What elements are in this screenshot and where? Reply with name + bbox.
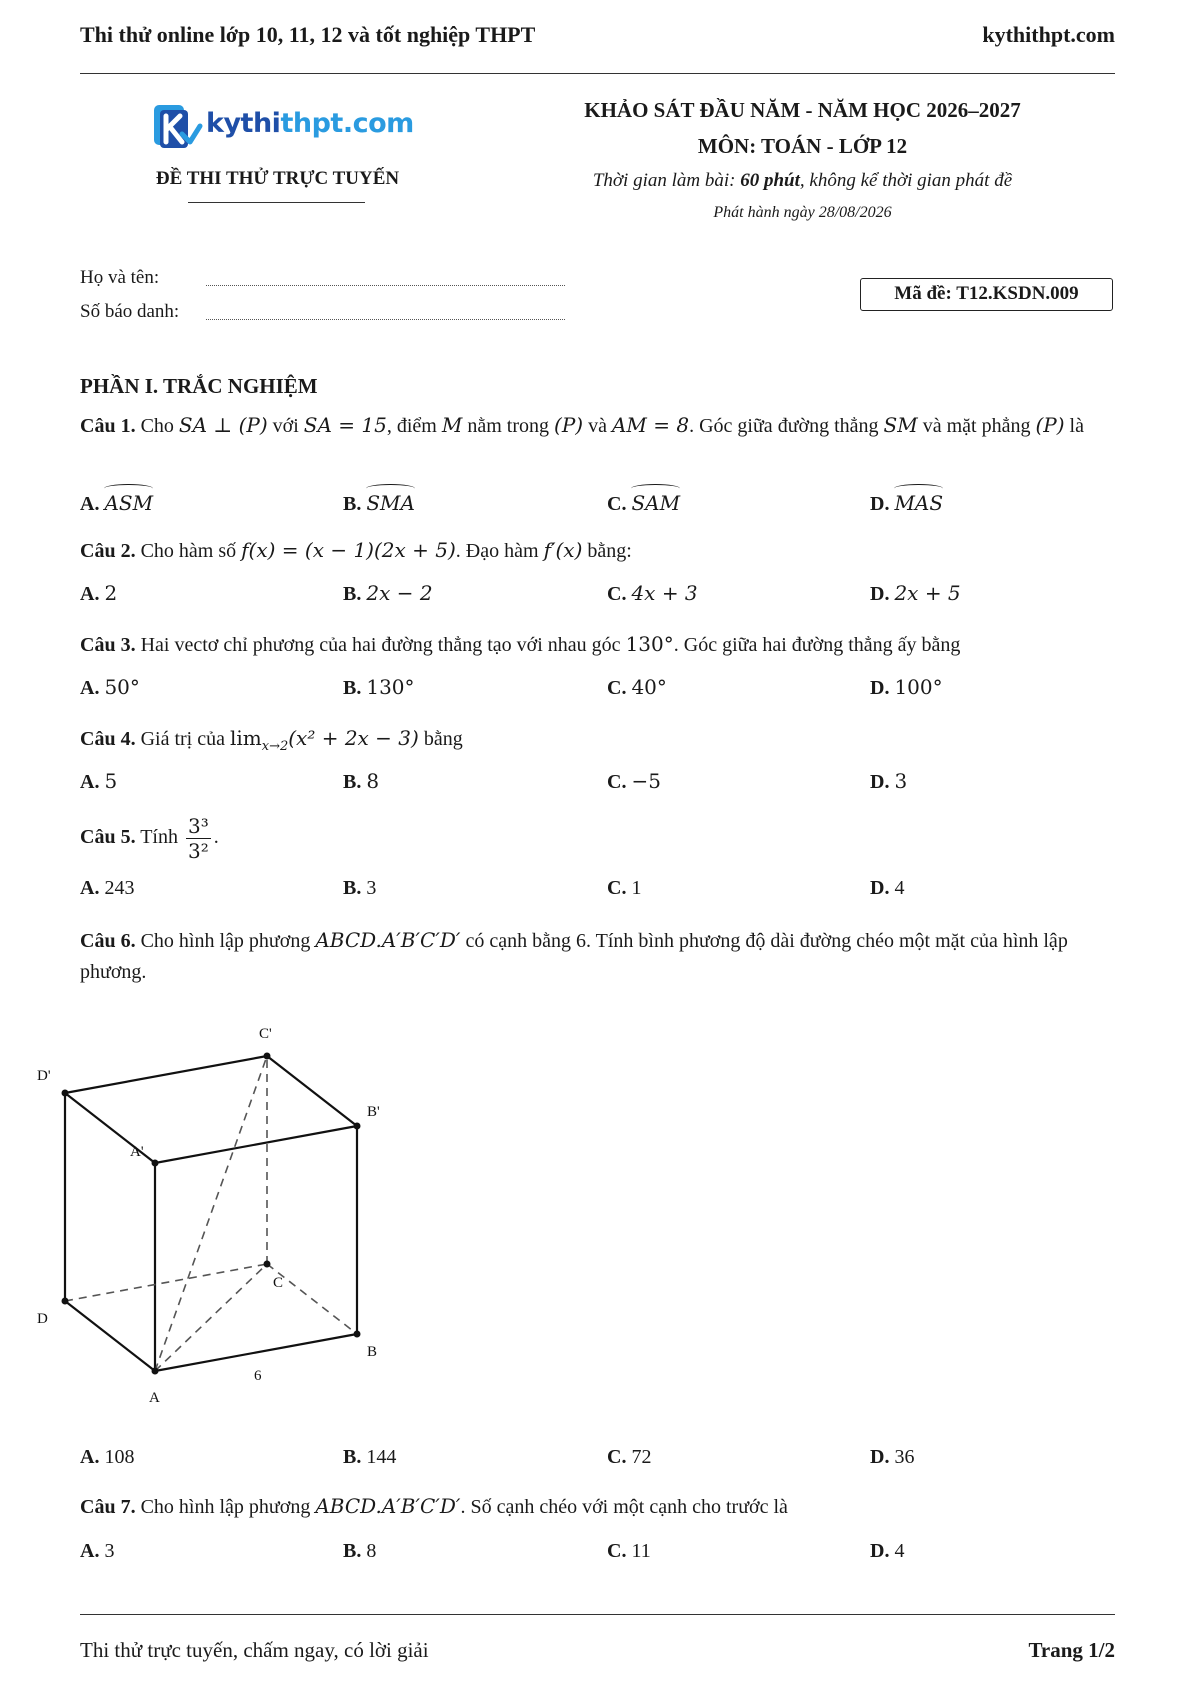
q5-fraction: $\frac{\text{3³}}{\text{3²}}$: [188, 813, 209, 863]
exam-subject: MÔN: TOÁN - LỚP 12: [697, 134, 908, 158]
vertex-C1: [264, 1053, 271, 1060]
q5-option-a[interactable]: A. 243: [80, 877, 135, 899]
subtitle-underline: [188, 202, 365, 203]
q4-option-c[interactable]: C. −5: [607, 769, 661, 793]
edge-C1B1: [267, 1056, 357, 1126]
exam-title: KHẢO SÁT ĐẦU NĂM - NĂM HỌC 2026–2027: [584, 98, 1021, 122]
name-field[interactable]: [206, 285, 565, 286]
q5-option-d[interactable]: D. 4: [870, 877, 905, 899]
page-header-title: Thi thử online lớp 10, 11, 12 và tốt nghiệp THPT: [80, 22, 536, 47]
q2-option-b[interactable]: B. 2x − 2: [343, 581, 433, 605]
footer-tagline: Thi thử trực tuyến, chấm ngay, có lời giải: [80, 1638, 429, 1662]
logo-wordmark: kythithpt.com: [206, 108, 414, 139]
question-2: Câu 2. Cho hàm số f(x) = (x − 1)(2x + 5). Đạo hàm f′(x) bằng:: [80, 538, 632, 562]
question-7: Câu 7. Cho hình lập phương ABCD.A′B′C′D′. Số cạnh chéo với một cạnh cho trước là: [80, 1494, 788, 1518]
q5-option-c[interactable]: C. 1: [607, 877, 642, 899]
question-1: Câu 1. Cho SA ⊥ (P) với SA = 15, điểm M nằm trong (P) và AM = 8. Góc giữa đường thẳng SM và mặt phẳng (P) là: [80, 413, 1084, 437]
q2-option-c[interactable]: C. 4x + 3: [607, 581, 698, 605]
logo-icon: [152, 102, 202, 154]
label-D: D: [37, 1311, 48, 1327]
header-divider: [80, 73, 1115, 74]
question-3: Câu 3. Hai vectơ chỉ phương của hai đường thẳng tạo với nhau góc 130°. Góc giữa hai đường thẳng ấy bằng: [80, 632, 961, 656]
q7-option-c[interactable]: C. 11: [607, 1540, 651, 1562]
id-field[interactable]: [206, 319, 565, 320]
q6-option-d[interactable]: D. 36: [870, 1446, 915, 1468]
vertex-D1: [62, 1090, 69, 1097]
label-C1: C': [259, 1026, 272, 1042]
q3-option-a[interactable]: A. 50°: [80, 675, 140, 699]
vertex-A1: [152, 1160, 159, 1167]
vertex-D: [62, 1298, 69, 1305]
label-C: C: [273, 1275, 284, 1291]
footer-divider: [80, 1614, 1115, 1615]
id-label: Số báo danh:: [80, 301, 180, 322]
page-header-site[interactable]: kythithpt.com: [982, 22, 1115, 47]
q3-option-c[interactable]: C. 40°: [607, 675, 667, 699]
q3-option-d[interactable]: D. 100°: [870, 675, 943, 699]
page-number: Trang 1/2: [1028, 1638, 1115, 1662]
exam-date: Phát hành ngày 28/08/2026: [713, 204, 892, 221]
site-logo: [152, 102, 414, 158]
online-exam-subtitle: ĐỀ THI THỬ TRỰC TUYẾN: [155, 168, 400, 189]
label-A: A: [149, 1390, 160, 1406]
name-label: Họ và tên:: [80, 267, 160, 288]
vertex-B1: [354, 1123, 361, 1130]
edge-DC-hidden: [65, 1264, 267, 1301]
cube-figure: [37, 1010, 795, 1410]
q7-option-a[interactable]: A. 3: [80, 1540, 115, 1562]
q4-option-a[interactable]: A. 5: [80, 769, 118, 793]
exam-code-badge: Mã đề: T12.KSDN.009: [860, 278, 1113, 311]
label-B1: B': [367, 1104, 380, 1120]
label-D1: D': [37, 1068, 51, 1084]
label-B: B: [367, 1344, 378, 1360]
question-5: Câu 5. Tính $\frac{\text{3³}}{\text{3²}}$ .: [80, 813, 219, 863]
q6-option-c[interactable]: C. 72: [607, 1446, 652, 1468]
q4-option-b[interactable]: B. 8: [343, 769, 380, 793]
q6-option-a[interactable]: A. 108: [80, 1446, 135, 1468]
diagonal-AC: [155, 1264, 267, 1371]
q1-option-a[interactable]: A. ASM: [80, 487, 153, 516]
label-A1: A': [130, 1144, 144, 1160]
vertex-C: [264, 1261, 271, 1268]
diagonal-AC1: [155, 1056, 267, 1371]
vertex-A: [152, 1368, 159, 1375]
q1-option-d[interactable]: D. MAS: [870, 487, 943, 516]
exam-time: Thời gian làm bài: 60 phút, không kể thời gian phát đề: [592, 170, 1013, 191]
vertex-B: [354, 1331, 361, 1338]
question-4: Câu 4. Giá trị của $\lim_{x\to 2}(x^2 + 2x - 3)$ bằng: [80, 726, 463, 754]
q1-option-c[interactable]: C. SAM: [607, 487, 680, 516]
label-edge-length: 6: [254, 1368, 262, 1384]
q2-option-a[interactable]: A. 2: [80, 581, 118, 605]
q7-option-d[interactable]: D. 4: [870, 1540, 905, 1562]
q3-option-b[interactable]: B. 130°: [343, 675, 415, 699]
q2-option-d[interactable]: D. 2x + 5: [870, 581, 961, 605]
q5-option-b[interactable]: B. 3: [343, 877, 377, 899]
question-6: Câu 6. Cho hình lập phương ABCD.A′B′C′D′ có cạnh bằng 6. Tính bình phương độ dài đường chéo một mặt của hình lập phương.: [80, 928, 1068, 983]
q6-option-b[interactable]: B. 144: [343, 1446, 397, 1468]
edge-AB: [155, 1334, 357, 1371]
q1-option-b[interactable]: B. SMA: [343, 487, 415, 516]
section-title: PHẦN I. TRẮC NGHIỆM: [80, 374, 318, 398]
q7-option-b[interactable]: B. 8: [343, 1540, 377, 1562]
edge-D1C1: [65, 1056, 267, 1093]
edge-AD: [65, 1301, 155, 1371]
edge-A1B1: [155, 1126, 357, 1163]
q4-option-d[interactable]: D. 3: [870, 769, 908, 793]
